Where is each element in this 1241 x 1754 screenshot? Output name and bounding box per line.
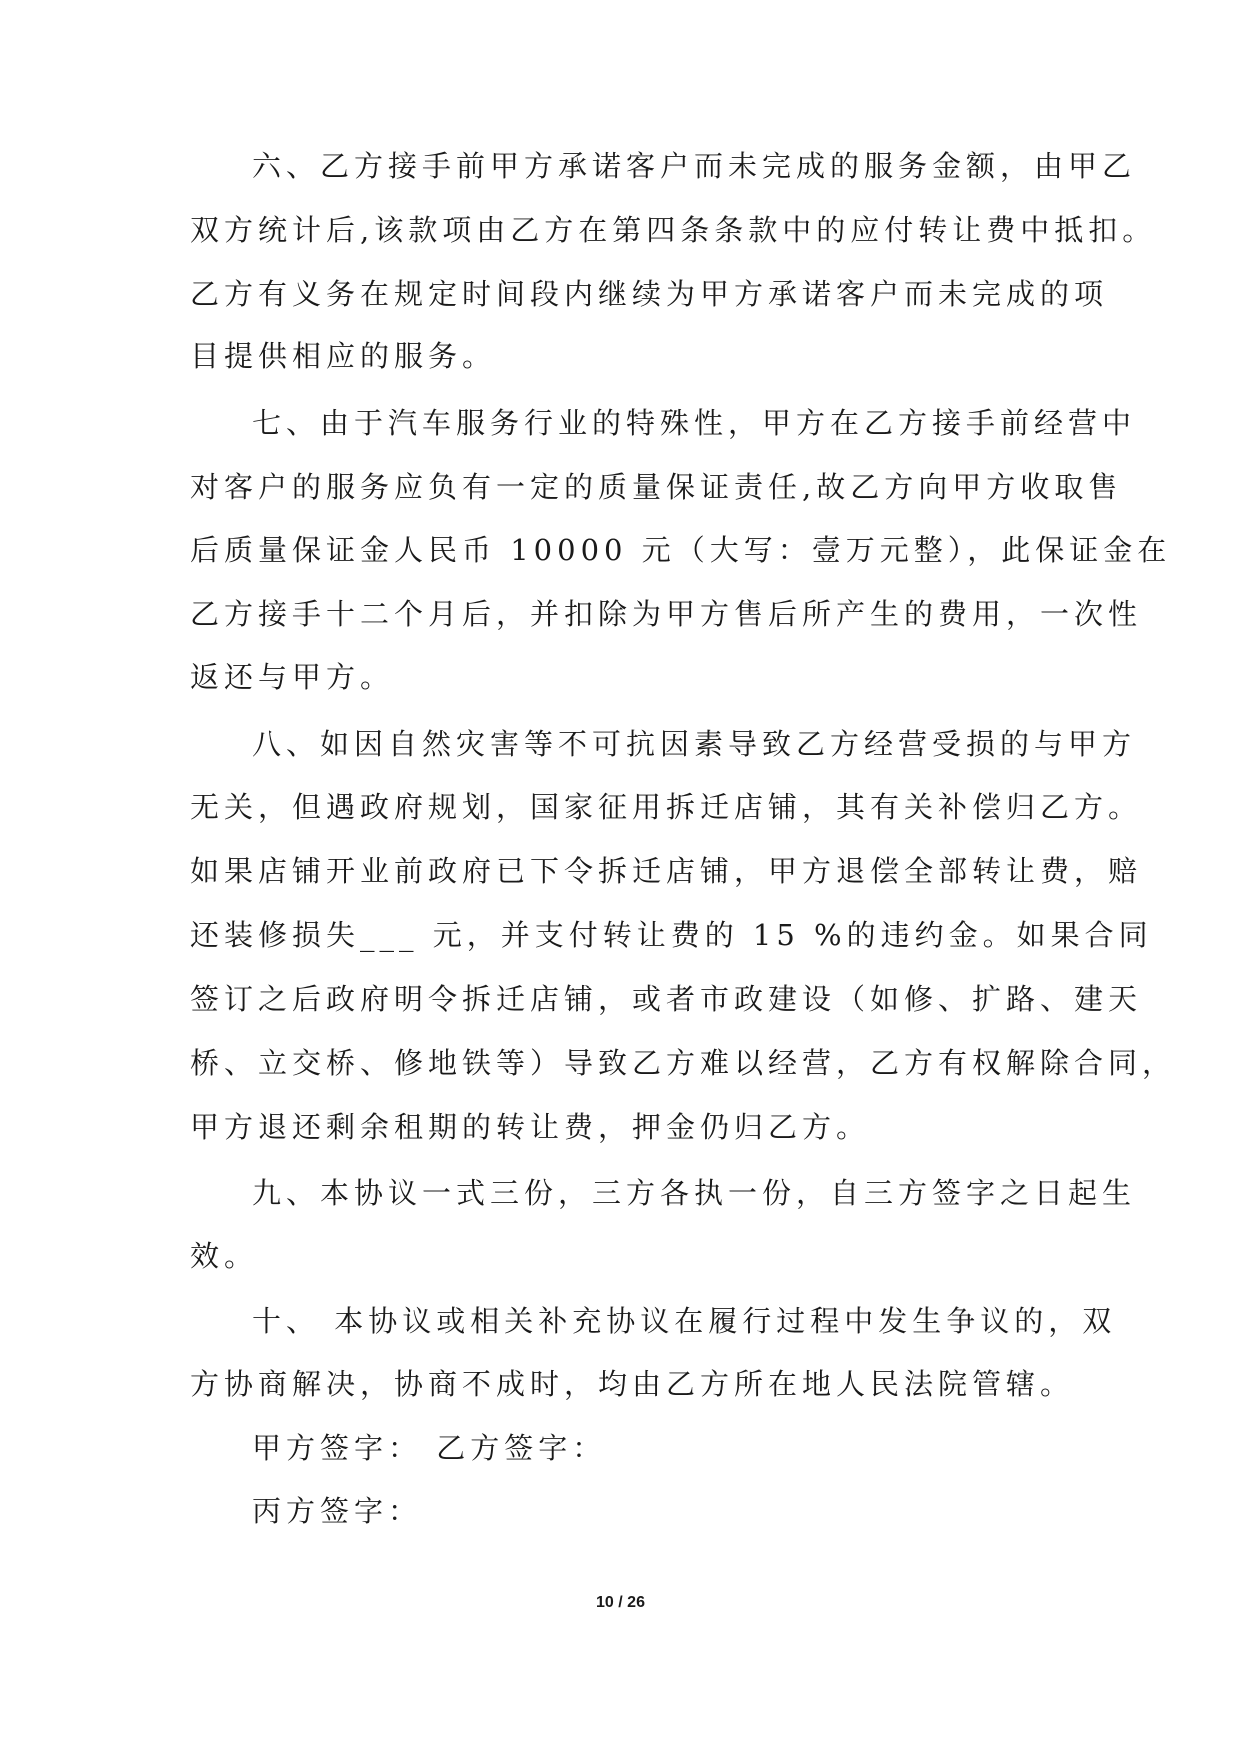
clause-8-line-7: 甲方退还剩余租期的转让费，押金仍归乙方。 bbox=[190, 1110, 871, 1144]
clause-7-line-2: 对客户的服务应负有一定的质量保证责任,故乙方向甲方收取售 bbox=[190, 470, 1123, 504]
clause-6-line-3: 乙方有义务在规定时间段内继续为甲方承诺客户而未完成的项 bbox=[190, 277, 1109, 311]
clause-8-line-3: 如果店铺开业前政府已下令拆迁店铺，甲方退偿全部转让费，赔 bbox=[190, 854, 1143, 888]
clause-10-line-1: 十、 本协议或相关补充协议在履行过程中发生争议的，双 bbox=[252, 1304, 1117, 1338]
clause-8-line-4: 还装修损失___ 元，并支付转让费的 15 %的违约金。如果合同 bbox=[190, 918, 1153, 952]
clause-7-line-4: 乙方接手十二个月后，并扣除为甲方售后所产生的费用，一次性 bbox=[190, 597, 1143, 631]
clause-9-line-1: 九、本协议一式三份，三方各执一份，自三方签字之日起生 bbox=[252, 1176, 1137, 1210]
clause-6-line-4: 目提供相应的服务。 bbox=[190, 339, 497, 373]
clause-8-line-1: 八、如因自然灾害等不可抗因素导致乙方经营受损的与甲方 bbox=[252, 727, 1137, 761]
signature-party-a-b: 甲方签字： 乙方签字： bbox=[252, 1431, 607, 1465]
clause-6-line-2: 双方统计后,该款项由乙方在第四条条款中的应付转让费中抵扣。 bbox=[190, 213, 1157, 247]
clause-8-line-2: 无关，但遇政府规划，国家征用拆迁店铺，其有关补偿归乙方。 bbox=[190, 790, 1143, 824]
clause-7-line-3: 后质量保证金人民币 10000 元（大写：壹万元整），此保证金在 bbox=[190, 533, 1172, 567]
clause-9-line-2: 效。 bbox=[190, 1239, 259, 1273]
clause-8-line-6: 桥、立交桥、修地铁等）导致乙方难以经营，乙方有权解除合同， bbox=[190, 1046, 1177, 1080]
signature-party-c: 丙方签字： bbox=[252, 1494, 423, 1528]
clause-10-line-2: 方协商解决，协商不成时，均由乙方所在地人民法院管辖。 bbox=[190, 1367, 1075, 1401]
clause-7-line-1: 七、由于汽车服务行业的特殊性，甲方在乙方接手前经营中 bbox=[252, 406, 1137, 440]
page-number: 10 / 26 bbox=[596, 1594, 645, 1611]
clause-6-line-1: 六、乙方接手前甲方承诺客户而未完成的服务金额，由甲乙 bbox=[252, 149, 1137, 183]
clause-7-line-5: 返还与甲方。 bbox=[190, 660, 395, 694]
clause-8-line-5: 签订之后政府明令拆迁店铺，或者市政建设（如修、扩路、建天 bbox=[190, 982, 1143, 1016]
